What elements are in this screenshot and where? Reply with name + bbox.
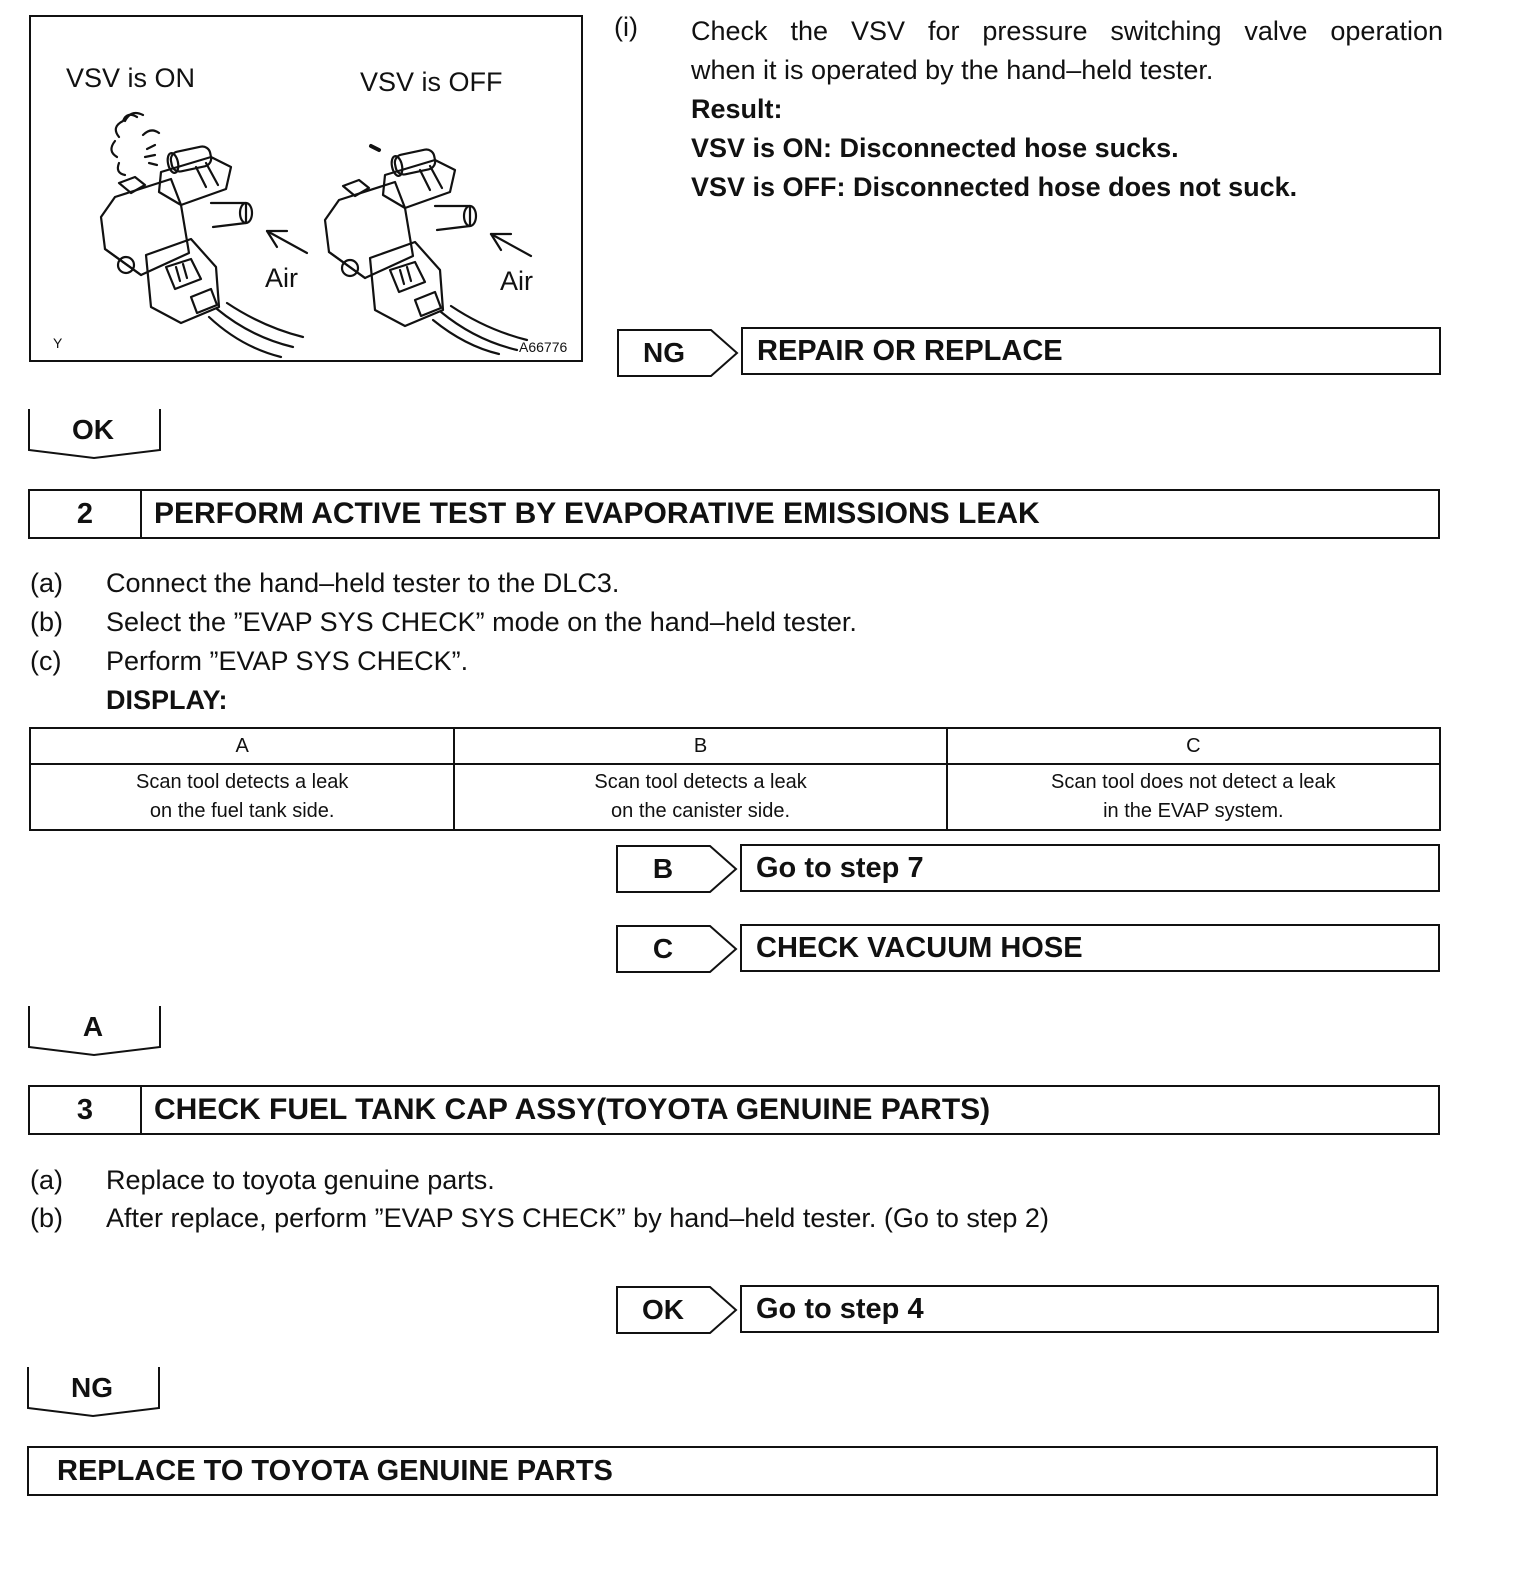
flow-tag-a-label: A bbox=[82, 1011, 104, 1042]
flow-tag-ng-label: NG bbox=[71, 1372, 113, 1403]
step-3-title: CHECK FUEL TANK CAP ASSY(TOYOTA GENUINE PARTS) bbox=[154, 1093, 991, 1126]
vsv-off-valve-icon bbox=[325, 146, 531, 354]
decision-c-label: C bbox=[616, 925, 708, 973]
label-air-right: Air bbox=[500, 266, 533, 296]
vsv-illustration bbox=[29, 15, 583, 362]
result-label: Result: bbox=[691, 94, 783, 124]
flow-tag-ok bbox=[28, 408, 162, 460]
vsv-on-valve-icon bbox=[101, 113, 307, 357]
table-header-b: B bbox=[454, 728, 946, 764]
decision-b-result: Go to step 7 bbox=[740, 844, 1440, 892]
table-header-c: C bbox=[947, 728, 1440, 764]
decision-ok-label: OK bbox=[616, 1286, 708, 1334]
step-2-number: 2 bbox=[30, 491, 142, 537]
label-vsv-on: VSV is ON bbox=[66, 63, 196, 93]
table-cell-c: Scan tool does not detect a leak in the EVAP system. bbox=[947, 764, 1440, 830]
step-2-header bbox=[28, 489, 1440, 539]
vsv-drawings bbox=[31, 17, 581, 360]
figure-number: A66776 bbox=[519, 339, 568, 355]
label-air-left: Air bbox=[265, 263, 298, 293]
decision-arrow-icon bbox=[706, 845, 738, 893]
table-header-a: A bbox=[30, 728, 454, 764]
decision-ok-result: Go to step 4 bbox=[740, 1285, 1439, 1333]
flow-tag-ng bbox=[27, 1366, 161, 1418]
step-i-marker: (i) bbox=[614, 12, 638, 42]
decision-b-label: B bbox=[616, 845, 708, 893]
table-header-row bbox=[30, 728, 1440, 764]
display-table bbox=[29, 727, 1441, 831]
table-row bbox=[30, 764, 1440, 830]
label-vsv-off: VSV is OFF bbox=[360, 67, 503, 97]
table-cell-a: Scan tool detects a leak on the fuel tank side. bbox=[30, 764, 454, 830]
step-2-title: PERFORM ACTIVE TEST BY EVAPORATIVE EMISSIONS LEAK bbox=[154, 497, 1040, 530]
decision-ng-result: REPAIR OR REPLACE bbox=[741, 327, 1441, 375]
step-i-instruction bbox=[691, 12, 1443, 207]
step-i-line1: Check the VSV for pressure switching valve operation bbox=[691, 16, 1443, 46]
decision-arrow-icon bbox=[707, 329, 739, 377]
decision-arrow-icon bbox=[706, 1286, 738, 1334]
flow-tag-ok-label: OK bbox=[72, 414, 114, 445]
step-i-line2: when it is operated by the hand–held tester. bbox=[691, 55, 1214, 85]
result-on: VSV is ON: Disconnected hose sucks. bbox=[691, 133, 1179, 163]
table-cell-b: Scan tool detects a leak on the canister side. bbox=[454, 764, 946, 830]
step-3-header bbox=[28, 1085, 1440, 1135]
flow-tag-a bbox=[28, 1005, 162, 1057]
step-3-number: 3 bbox=[30, 1087, 142, 1133]
decision-c-result: CHECK VACUUM HOSE bbox=[740, 924, 1440, 972]
decision-arrow-icon bbox=[706, 925, 738, 973]
final-action-box: REPLACE TO TOYOTA GENUINE PARTS bbox=[27, 1446, 1438, 1496]
result-off: VSV is OFF: Disconnected hose does not suck. bbox=[691, 172, 1298, 202]
figure-corner-code: Y bbox=[53, 335, 63, 351]
decision-ng-label: NG bbox=[617, 329, 709, 377]
